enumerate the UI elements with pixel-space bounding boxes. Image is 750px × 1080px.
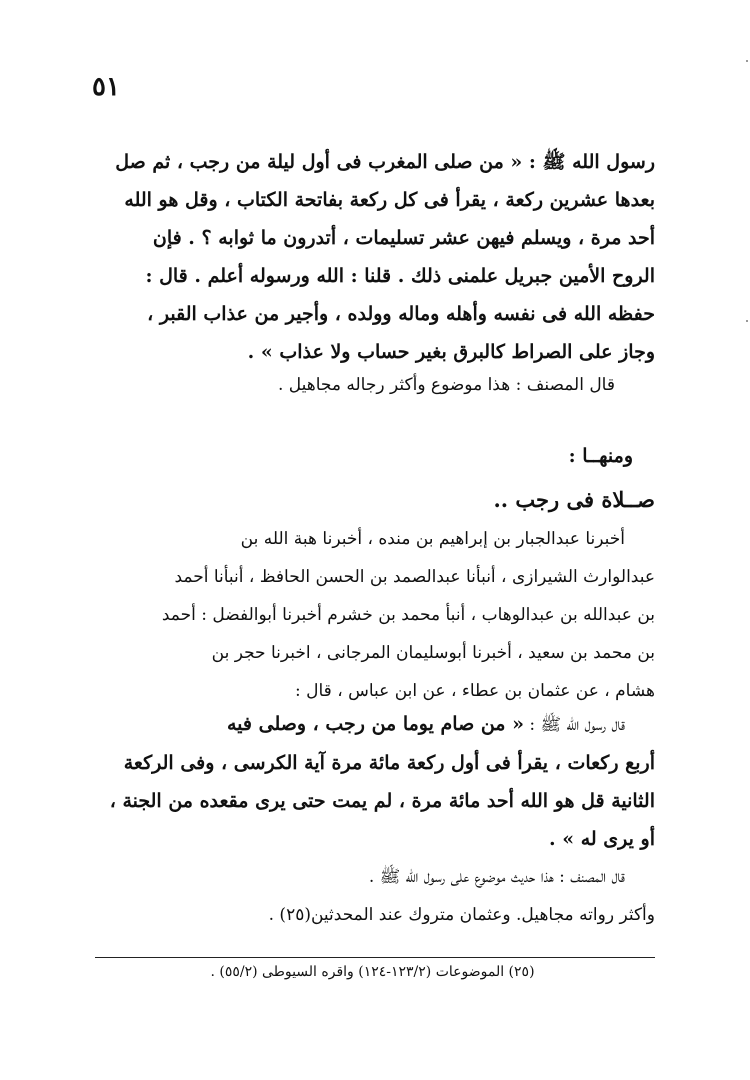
- text-line: بن عبدالله بن عبدالوهاب ، أنبأ محمد بن خشرم أخبرنا أبوالفضل : أحمد: [161, 605, 655, 625]
- text-line: بعدها عشرين ركعة ، يقرأ فى كل ركعة بفاتحة الكتاب ، وقل هو الله: [124, 189, 655, 211]
- section-title-text: صــلاة فى رجب ..: [493, 487, 655, 512]
- text-line: أربع ركعات ، يقرأ فى أول ركعة مائة مرة آية الكرسى ، وفى الركعة: [123, 752, 655, 774]
- text-line: أو يرى له » .: [548, 828, 655, 850]
- text-line: [95, 705, 655, 744]
- text-line: قال المصنف : هذا حديث موضوع على رسول الله ﷺ .: [368, 867, 625, 887]
- author-comment-2: [95, 858, 655, 934]
- text-line: أخبرنا عبدالجبار بن إبراهيم بن منده ، أخبرنا هبة الله بن: [240, 529, 625, 549]
- scan-speck: [746, 60, 748, 62]
- text-line: وجاز على الصراط كالبرق بغير حساب ولا عذاب » .: [247, 341, 655, 363]
- text-line: الروح الأمين جبريل علمنى ذلك . قلنا : الله ورسوله أعلم . قال :: [145, 265, 655, 287]
- hadith-2-quote-start: « من صام يوما من رجب ، وصلى فيه: [226, 713, 524, 735]
- text-line: عبدالوارث الشيرازى ، أنبأنا عبدالصمد بن الحسن الحافظ ، أنبأنا أحمد: [174, 567, 655, 587]
- text-line: بن محمد بن سعيد ، أخبرنا أبوسليمان المرجانى ، اخبرنا حجر بن: [211, 643, 655, 663]
- text-line: أحد مرة ، ويسلم فيهن عشر تسليمات ، أتدرون ما ثوابه ؟ . فإن: [152, 227, 655, 249]
- section-title: [95, 481, 655, 519]
- hadith-2-lead: قال رسول الله ﷺ :: [523, 715, 625, 735]
- author-comment-1: [95, 366, 655, 404]
- text-line: حفظه الله فى نفسه وأهله وماله وولده ، وأجير من عذاب القبر ،: [147, 303, 655, 325]
- text-line: هشام ، عن عثمان بن عطاء ، عن ابن عباس ، قال :: [295, 681, 655, 701]
- text-line: وأكثر رواته مجاهيل. وعثمان متروك عند المحدثين(٢٥) .: [268, 905, 655, 925]
- isnad-paragraph: [95, 520, 655, 710]
- page-number: ٥١: [92, 72, 120, 102]
- section-minha: ومنهــا :: [568, 445, 633, 467]
- text-line: الثانية قل هو الله أحد مائة مرة ، لم يمت حتى يرى مقعده من الجنة ،: [109, 790, 655, 812]
- footnote: (٢٥) الموضوعات (١٢٣/٢-١٢٤) واقره السيوطى (٥٥/٢) .: [210, 964, 535, 980]
- text-line: قال المصنف : هذا موضوع وأكثر رجاله مجاهيل .: [277, 375, 615, 395]
- hadith-2-paragraph: [95, 705, 655, 858]
- hadith-1-paragraph: [95, 143, 655, 371]
- text-line: رسول الله ﷺ : « من صلى المغرب فى أول ليلة من رجب ، ثم صل: [115, 151, 655, 173]
- footnote-divider: [95, 957, 655, 958]
- section-label: [95, 437, 655, 475]
- scan-speck: [746, 320, 748, 322]
